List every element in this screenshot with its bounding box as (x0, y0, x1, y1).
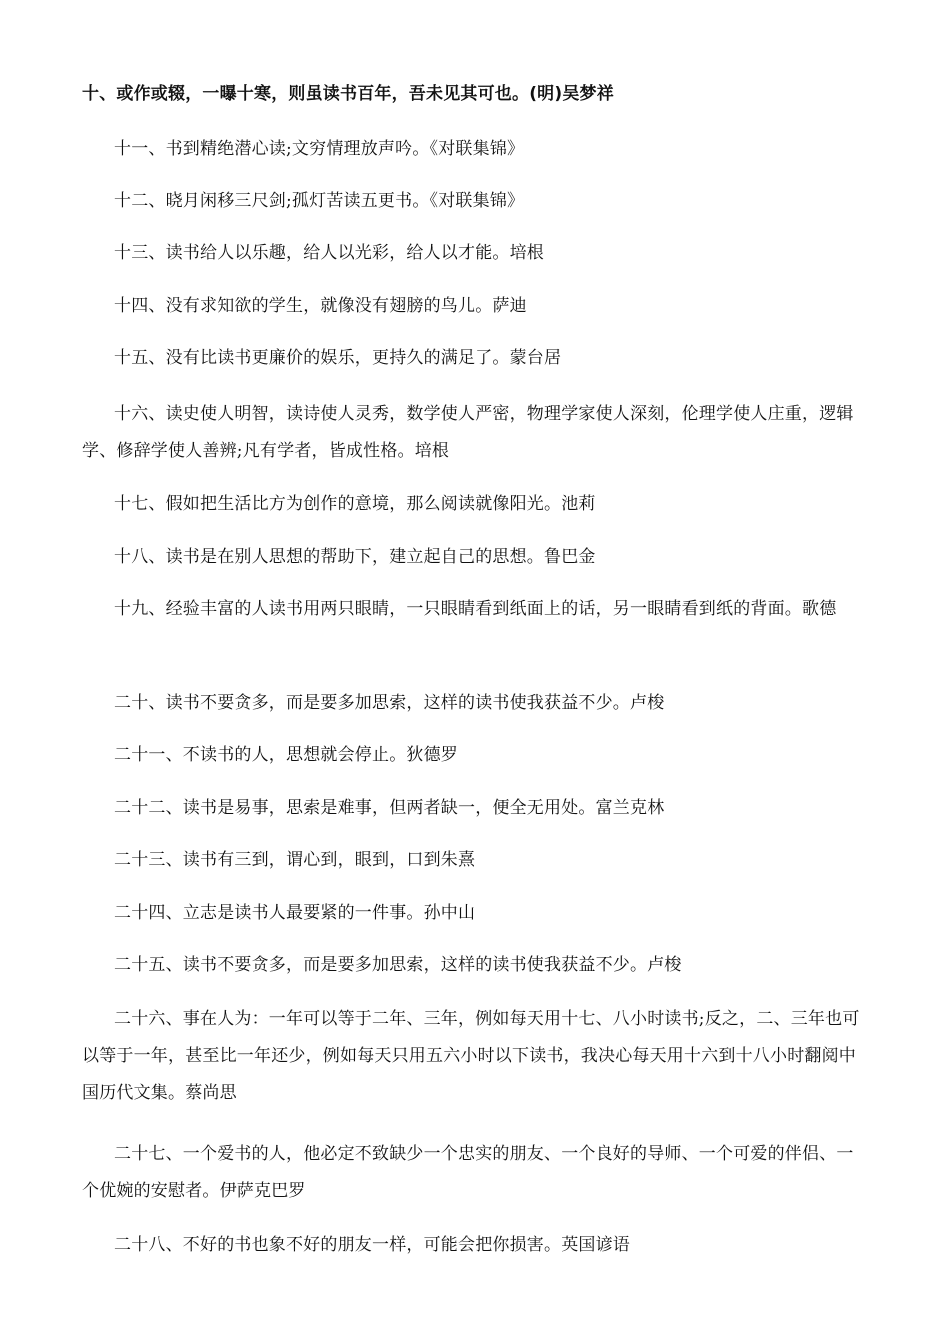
quote-paragraph-21: 二十一、不读书的人，思想就会停止。狄德罗 (114, 745, 458, 765)
quote-paragraph-14: 十四、没有求知欲的学生，就像没有翅膀的鸟儿。萨迪 (114, 296, 527, 316)
quote-paragraph-22: 二十二、读书是易事，思索是难事，但两者缺一，便全无用处。富兰克林 (114, 798, 665, 818)
quote-paragraph-25: 二十五、读书不要贪多，而是要多加思索，这样的读书使我获益不少。卢梭 (114, 955, 682, 975)
quote-paragraph-16: 十六、读史使人明智，读诗使人灵秀，数学使人严密，物理学家使人深刻，伦理学使人庄重，逻辑学、修辞学使人善辨;凡有学者，皆成性格。培根 (82, 404, 854, 461)
quote-paragraph-13: 十三、读书给人以乐趣，给人以光彩，给人以才能。培根 (114, 243, 544, 263)
quote-paragraph-18: 十八、读书是在别人思想的帮助下，建立起自己的思想。鲁巴金 (114, 547, 596, 567)
quote-paragraph-11: 十一、书到精绝潜心读;文穷情理放声吟。《对联集锦》 (114, 139, 525, 159)
quote-paragraph-12: 十二、晓月闲移三尺剑;孤灯苦读五更书。《对联集锦》 (114, 191, 525, 211)
quote-paragraph-15: 十五、没有比读书更廉价的娱乐，更持久的满足了。蒙台居 (114, 348, 562, 368)
quote-paragraph-23: 二十三、读书有三到，谓心到，眼到，口到朱熹 (114, 850, 476, 870)
quote-paragraph-20: 二十、读书不要贪多，而是要多加思索，这样的读书使我获益不少。卢梭 (114, 693, 665, 713)
quote-paragraph-17: 十七、假如把生活比方为创作的意境，那么阅读就像阳光。池莉 (114, 494, 596, 514)
quote-paragraph-10: 十、或作或辍，一曝十寒，则虽读书百年，吾未见其可也。(明)吴梦祥 (82, 84, 614, 104)
quote-paragraph-19: 十九、经验丰富的人读书用两只眼睛，一只眼睛看到纸面上的话，另一眼睛看到纸的背面。歌德 (114, 599, 837, 619)
quote-paragraph-24: 二十四、立志是读书人最要紧的一件事。孙中山 (114, 903, 476, 923)
quote-paragraph-26: 二十六、事在人为：一年可以等于二年、三年，例如每天用十七、八小时读书;反之，二、三年也可以等于一年，甚至比一年还少，例如每天只用五六小时以下读书，我决心每天用十六到十八小时翻阅中国历代文集。蔡尚思 (82, 1009, 860, 1103)
quote-paragraph-27: 二十七、一个爱书的人，他必定不致缺少一个忠实的朋友、一个良好的导师、一个可爱的伴侣、一个优婉的安慰者。伊萨克巴罗 (82, 1144, 854, 1201)
quote-paragraph-28: 二十八、不好的书也象不好的朋友一样，可能会把你损害。英国谚语 (114, 1235, 630, 1255)
